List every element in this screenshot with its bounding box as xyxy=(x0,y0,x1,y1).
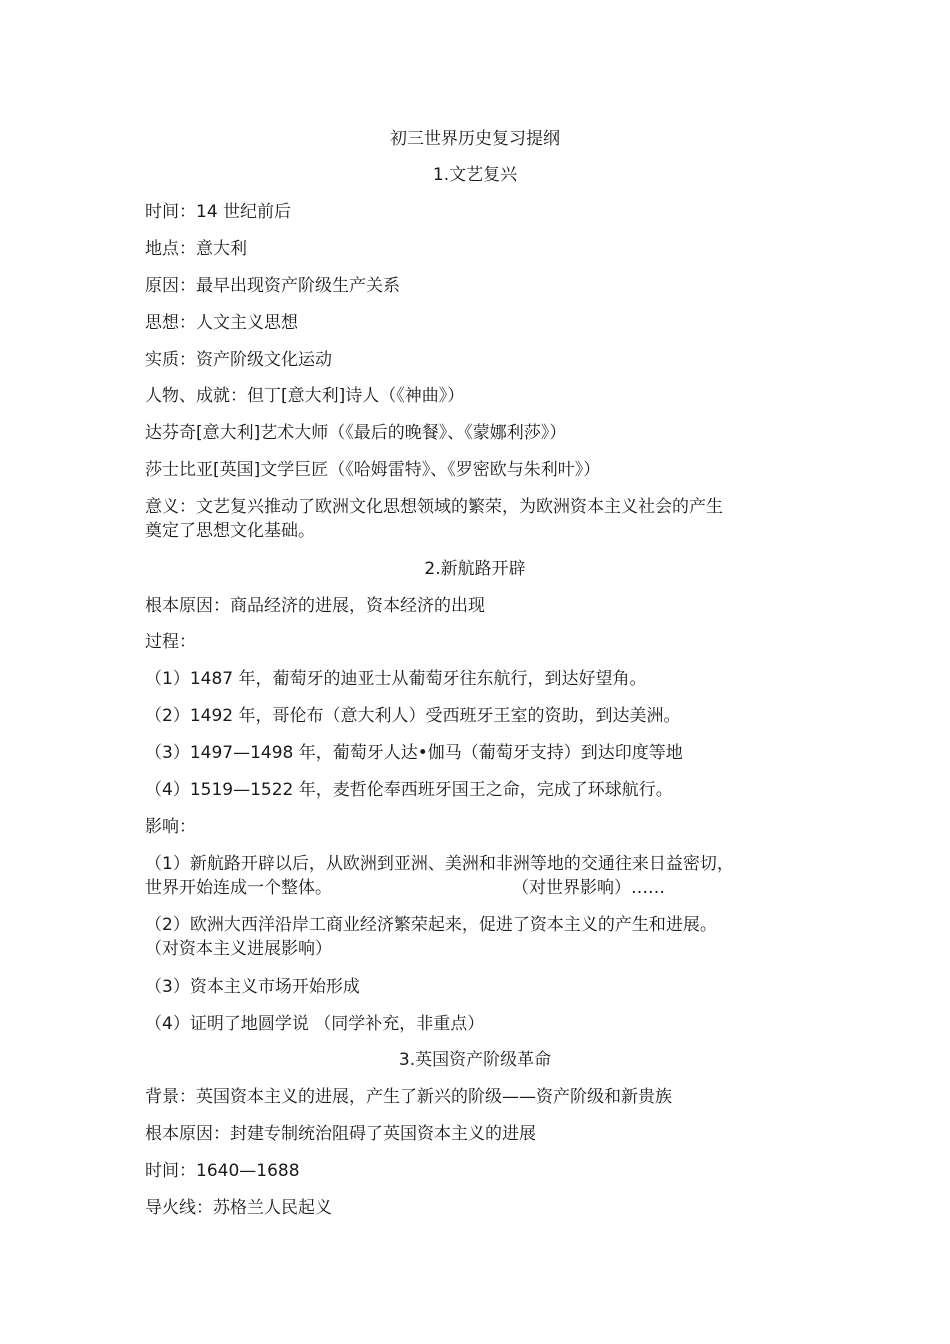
list-item: （1）1487 年，葡萄牙的迪亚士从葡萄牙往东航行，到达好望角。 xyxy=(145,669,647,689)
text-line: 达芬奇[意大利]艺术大师（《最后的晚餐》、《蒙娜利莎》） xyxy=(145,423,567,443)
list-item: （3）资本主义市场开始形成 xyxy=(145,977,360,997)
list-item: （2）1492 年，哥伦布（意大利人）受西班牙王室的资助，到达美洲。 xyxy=(145,706,681,726)
text-line: 思想：人文主义思想 xyxy=(145,313,298,333)
significance-paragraph xyxy=(145,495,825,543)
section-heading-english-revolution: 3.英国资产阶级革命 xyxy=(398,1050,552,1070)
text-line: 导火线：苏格兰人民起义 xyxy=(145,1198,332,1218)
text-line: 根本原因：商品经济的进展，资本经济的出现 xyxy=(145,596,485,616)
section-heading-renaissance: 1.文艺复兴 xyxy=(432,165,518,185)
list-item: （3）1497—1498 年，葡萄牙人达•伽马（葡萄牙支持）到达印度等地 xyxy=(145,743,683,763)
text-line: 莎士比亚[英国]文学巨匠（《哈姆雷特》、《罗密欧与朱利叶》） xyxy=(145,460,601,480)
paragraph-row: 奠定了思想文化基础。 xyxy=(145,521,315,541)
paragraph-row: （1）新航路开辟以后，从欧洲到亚洲、美洲和非洲等地的交通往来日益密切， xyxy=(145,854,734,874)
impact-paragraph xyxy=(145,913,825,961)
paragraph-note: （对世界影响）…… xyxy=(512,878,665,898)
text-line: 时间：14 世纪前后 xyxy=(145,202,292,222)
text-line: 原因：最早出现资产阶级生产关系 xyxy=(145,276,400,296)
paragraph-row: （对资本主义进展影响） xyxy=(145,939,332,959)
paragraph-row xyxy=(145,876,825,900)
paragraph-row: （2）欧洲大西洋沿岸工商业经济繁荣起来，促进了资本主义的产生和进展。 xyxy=(145,915,717,935)
text-line: 地点：意大利 xyxy=(145,239,247,259)
text-line: 时间：1640—1688 xyxy=(145,1161,300,1181)
paragraph-text: 世界开始连成一个整体。 xyxy=(145,878,332,898)
text-line: 影响： xyxy=(145,817,196,837)
document-title: 初三世界历史复习提纲 xyxy=(390,129,560,149)
list-item: （4）1519—1522 年，麦哲伦奉西班牙国王之命，完成了环球航行。 xyxy=(145,780,673,800)
text-line: 背景：英国资本主义的进展，产生了新兴的阶级——资产阶级和新贵族 xyxy=(145,1087,672,1107)
text-line: 实质：资产阶级文化运动 xyxy=(145,350,332,370)
text-line: 根本原因：封建专制统治阻碍了英国资本主义的进展 xyxy=(145,1124,536,1144)
text-line: 过程： xyxy=(145,632,196,652)
text-line: 人物、成就：但丁[意大利]诗人（《神曲》） xyxy=(145,386,465,406)
paragraph-row: 意义：文艺复兴推动了欧洲文化思想领域的繁荣，为欧洲资本主义社会的产生 xyxy=(145,497,723,517)
list-item: （4）证明了地圆学说 （同学补充，非重点） xyxy=(145,1014,485,1034)
section-heading-new-routes: 2.新航路开辟 xyxy=(424,559,526,579)
impact-paragraph xyxy=(145,852,825,900)
